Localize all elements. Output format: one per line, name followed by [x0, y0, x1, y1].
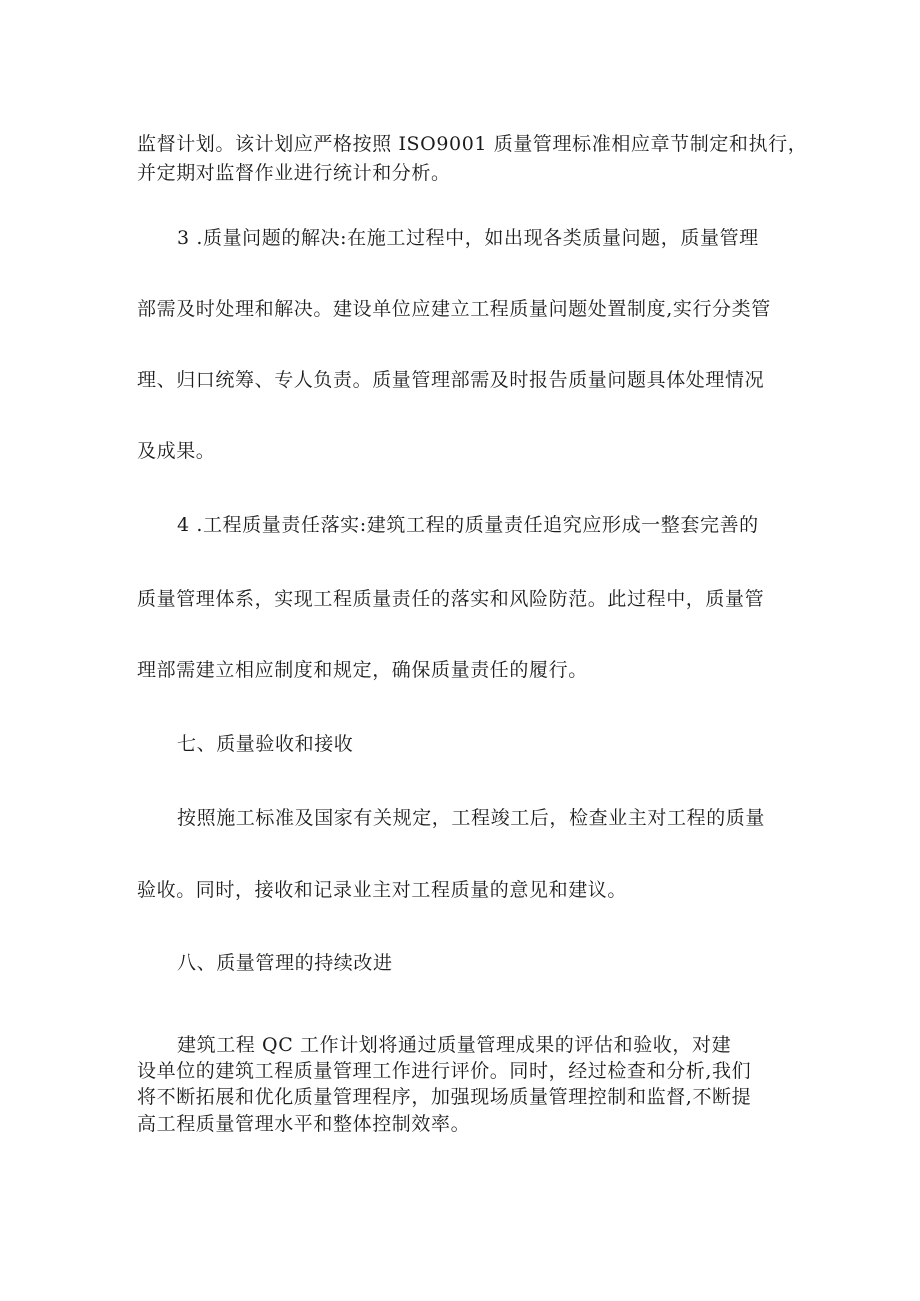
- item-4-line: 质量管理体系，实现工程质量责任的落实和风险防范。此过程中，质量管: [137, 588, 765, 610]
- paragraph-line: 监督计划。该计划应严格按照 ISO9001 质量管理标准相应章节制定和执行，: [137, 133, 808, 155]
- item-3-line: 及成果。: [137, 440, 216, 462]
- section-8-line: 建筑工程 QC 工作计划将通过质量管理成果的评估和验收，对建: [177, 1034, 732, 1056]
- section-8-line: 设单位的建筑工程质量管理工作进行评价。同时，经过检查和分析,我们: [137, 1060, 752, 1082]
- item-3-line: 3 .质量问题的解决:在施工过程中，如出现各类质量问题，质量管理: [177, 227, 759, 249]
- item-4-line: 4 .工程质量责任落实:建筑工程的质量责任追究应形成一整套完善的: [177, 514, 759, 536]
- item-3-line: 部需及时处理和解决。建设单位应建立工程质量问题处置制度,实行分类管: [137, 298, 771, 320]
- section-7-line: 验收。同时，接收和记录业主对工程质量的意见和建议。: [137, 879, 628, 901]
- item-3-line: 理、归口统筹、专人负责。质量管理部需及时报告质量问题具体处理情况: [137, 369, 765, 391]
- item-4-line: 理部需建立相应制度和规定，确保质量责任的履行。: [137, 659, 588, 681]
- paragraph-line: 并定期对监督作业进行统计和分析。: [137, 162, 451, 184]
- section-8-heading: 八、质量管理的持续改进: [177, 952, 393, 974]
- section-8-line: 高工程质量管理水平和整体控制效率。: [137, 1113, 471, 1135]
- section-7-line: 按照施工标准及国家有关规定，工程竣工后，检查业主对工程的质量: [177, 807, 766, 829]
- section-8-line: 将不断拓展和优化质量管理程序，加强现场质量管理控制和监督,不断提: [137, 1086, 752, 1108]
- section-7-heading: 七、质量验收和接收: [177, 733, 354, 755]
